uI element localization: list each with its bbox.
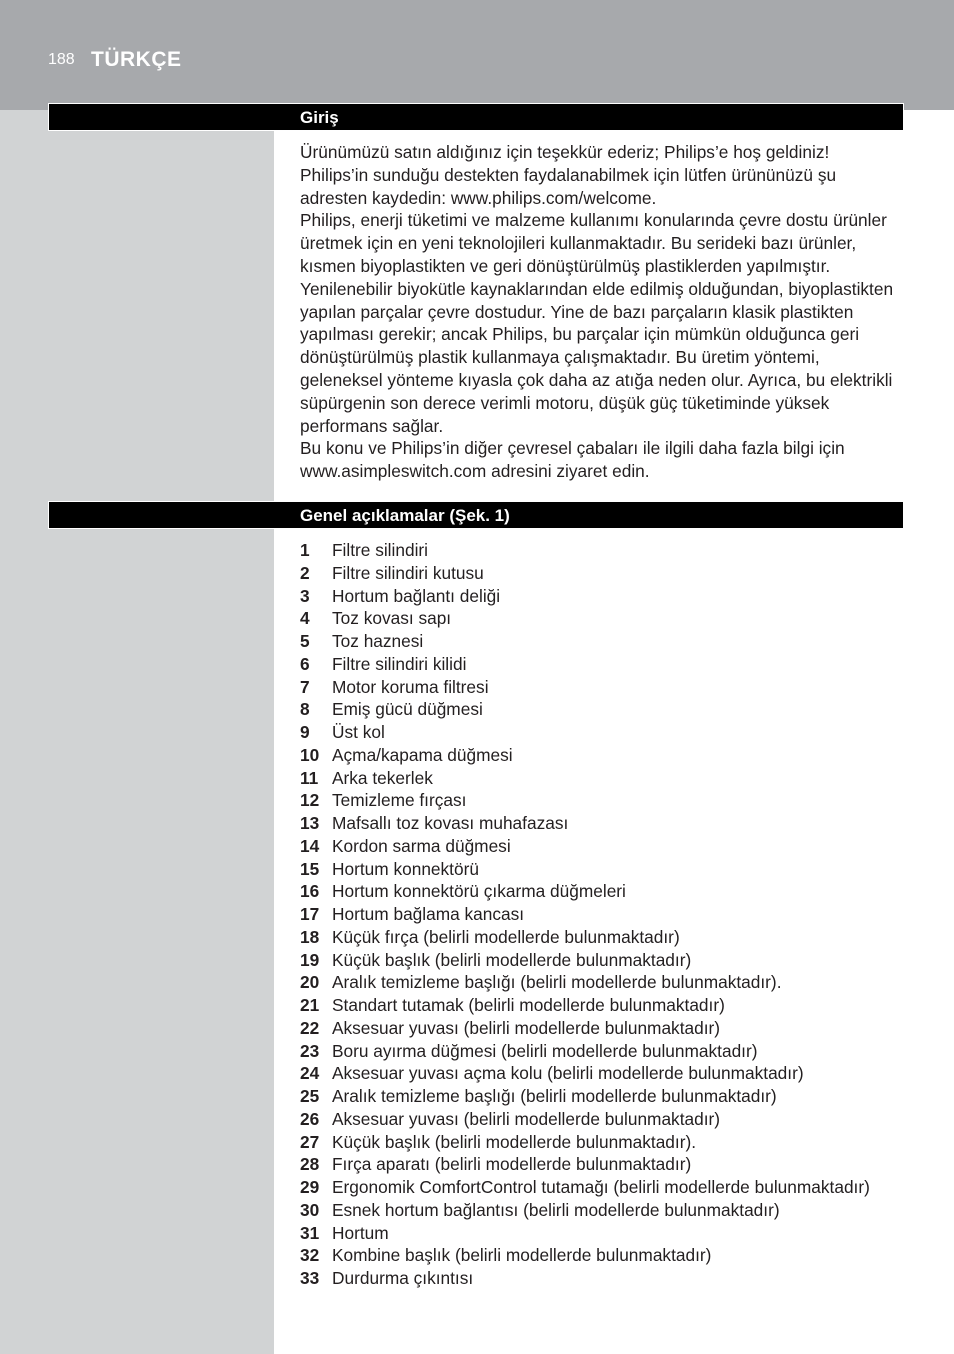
item-number: 7 [300, 676, 310, 697]
list-item [300, 880, 900, 903]
item-number: 32 [300, 1245, 320, 1266]
item-text: Kordon sarma düğmesi [332, 835, 511, 856]
list-item [300, 1085, 900, 1108]
list-item [300, 812, 900, 835]
item-number: 19 [300, 949, 320, 970]
item-text: Arka tekerlek [332, 767, 433, 788]
item-number: 12 [300, 790, 320, 811]
list-item [300, 926, 900, 949]
intro-text [300, 141, 900, 483]
item-number: 30 [300, 1199, 320, 1220]
item-text: Temizleme fırçası [332, 790, 467, 811]
item-number: 31 [300, 1222, 320, 1243]
section-title: Giriş [300, 108, 339, 127]
list-item [300, 721, 900, 744]
intro-paragraph: Ürünümüzü satın aldığınız için teşekkür ederiz; Philips’e hoş geldiniz! Philips’in sunduğu destekten faydalanabilmek için lütfen ürününüzü şu adresten kaydedin: www.philips.com/welcome. [300, 142, 837, 208]
item-text: Küçük başlık (belirli modellerde bulunmaktadır). [332, 1131, 697, 1152]
item-number: 23 [300, 1040, 320, 1061]
item-number: 28 [300, 1154, 320, 1175]
list-item [300, 858, 900, 881]
item-text: Esnek hortum bağlantısı (belirli modellerde bulunmaktadır) [332, 1199, 780, 1220]
list-item [300, 562, 900, 585]
item-number: 10 [300, 744, 320, 765]
item-number: 20 [300, 972, 320, 993]
intro-paragraph: Philips, enerji tüketimi ve malzeme kullanımı konularında çevre dostu ürünler üretmek için en yeni teknolojileri kullanmaktadır. Bu serideki bazı ürünler, kısmen biyoplastikten ve geri dönüştürülmüş plastiklerden yapılmıştır. Yenilenebilir biyokütle kaynaklarından elde edilmiş olduğundan, biyoplastikten yapılan parçalar çevre dostudur. Yine de bazı parçaların klasik plastikten yapılması gerekir; ancak Philips, bu parçalar için mümkün olduğunca geri dönüştürülmüş plastik kullanmaya çalışmaktadır. Bu üretim yöntemi, geleneksel yönteme kıyasla çok daha az atığa neden olur. Ayrıca, bu elektrikli süpürgenin son derece verimli motoru, düşük güç tüketiminde yüksek performans sağlar. [300, 210, 894, 436]
item-text: Üst kol [332, 722, 385, 742]
item-number: 11 [300, 767, 319, 788]
parts-list [300, 539, 900, 1290]
list-item [300, 585, 900, 608]
item-text: Hortum [332, 1222, 389, 1243]
list-item [300, 539, 900, 562]
item-text: Hortum konnektörü [332, 858, 479, 879]
list-item [300, 630, 900, 653]
item-number: 26 [300, 1108, 320, 1129]
list-item [300, 1017, 900, 1040]
item-number: 15 [300, 858, 320, 879]
list-item [300, 835, 900, 858]
item-text: Aralık temizleme başlığı (belirli modellerde bulunmaktadır) [332, 1086, 777, 1106]
language-heading: TÜRKÇE [91, 48, 182, 71]
list-item [300, 903, 900, 926]
item-number: 5 [300, 631, 310, 651]
item-text: Kombine başlık (belirli modellerde bulunmaktadır) [332, 1245, 712, 1266]
item-text: Hortum bağlama kancası [332, 904, 525, 924]
item-number: 4 [300, 608, 310, 629]
item-text: Hortum bağlantı deliği [332, 585, 501, 606]
left-margin-column [0, 110, 274, 1354]
list-item [300, 1222, 900, 1245]
section-heading-general-description [48, 501, 904, 529]
page-number: 188 [48, 51, 75, 68]
list-item [300, 653, 900, 676]
item-number: 13 [300, 813, 320, 833]
item-text: Açma/kapama düğmesi [332, 744, 513, 765]
item-number: 3 [300, 585, 310, 606]
item-number: 21 [300, 995, 320, 1015]
list-item [300, 971, 900, 994]
item-text: Emiş gücü düğmesi [332, 699, 483, 720]
list-item [300, 698, 900, 721]
item-number: 29 [300, 1177, 320, 1197]
intro-paragraph: Bu konu ve Philips’in diğer çevresel çabaları ile ilgili daha fazla bilgi için www.asimpleswitch.com adresini ziyaret edin. [300, 438, 845, 482]
list-item [300, 789, 900, 812]
item-text: Küçük fırça (belirli modellerde bulunmaktadır) [332, 926, 680, 947]
item-number: 9 [300, 722, 310, 742]
item-text: Standart tutamak (belirli modellerde bulunmaktadır) [332, 995, 725, 1015]
list-item [300, 1244, 900, 1267]
item-number: 14 [300, 835, 320, 856]
item-text: Aralık temizleme başlığı (belirli modellerde bulunmaktadır). [332, 972, 782, 993]
list-item [300, 676, 900, 699]
item-number: 16 [300, 881, 320, 902]
item-number: 22 [300, 1017, 320, 1038]
list-item [300, 1062, 900, 1085]
item-text: Filtre silindiri kutusu [332, 562, 484, 583]
item-number: 6 [300, 653, 310, 674]
list-item [300, 994, 900, 1017]
item-text: Motor koruma filtresi [332, 676, 489, 697]
item-number: 17 [300, 904, 320, 924]
item-number: 25 [300, 1086, 320, 1106]
item-number: 1 [300, 540, 310, 560]
item-text: Filtre silindiri kilidi [332, 653, 467, 674]
item-text: Aksesuar yuvası (belirli modellerde bulunmaktadır) [332, 1017, 721, 1038]
item-text: Aksesuar yuvası açma kolu (belirli modellerde bulunmaktadır) [332, 1063, 804, 1084]
item-text: Aksesuar yuvası (belirli modellerde bulunmaktadır) [332, 1108, 721, 1129]
list-item [300, 607, 900, 630]
section-title: Genel açıklamalar (Şek. 1) [300, 506, 510, 525]
list-item [300, 1199, 900, 1222]
list-item [300, 1040, 900, 1063]
list-item [300, 1153, 900, 1176]
item-text: Durdurma çıkıntısı [332, 1268, 474, 1288]
item-text: Boru ayırma düğmesi (belirli modellerde bulunmaktadır) [332, 1040, 758, 1061]
list-item [300, 949, 900, 972]
item-number: 2 [300, 562, 310, 583]
list-item [300, 1176, 900, 1199]
item-text: Toz haznesi [332, 631, 424, 651]
item-number: 24 [300, 1063, 320, 1084]
item-text: Ergonomik ComfortControl tutamağı (belirli modellerde bulunmaktadır) [332, 1177, 870, 1197]
item-text: Küçük başlık (belirli modellerde bulunmaktadır) [332, 949, 692, 970]
item-number: 33 [300, 1268, 320, 1288]
item-text: Fırça aparatı (belirli modellerde bulunmaktadır) [332, 1154, 692, 1175]
item-number: 27 [300, 1131, 320, 1152]
list-item [300, 1131, 900, 1154]
item-text: Hortum konnektörü çıkarma düğmeleri [332, 881, 626, 902]
item-text: Mafsallı toz kovası muhafazası [332, 813, 569, 833]
item-number: 8 [300, 699, 310, 720]
list-item [300, 1267, 900, 1290]
item-number: 18 [300, 926, 320, 947]
item-text: Filtre silindiri [332, 540, 429, 560]
list-item [300, 1108, 900, 1131]
list-item [300, 744, 900, 767]
list-item [300, 767, 900, 790]
item-text: Toz kovası sapı [332, 608, 452, 629]
section-heading-intro [48, 103, 904, 131]
